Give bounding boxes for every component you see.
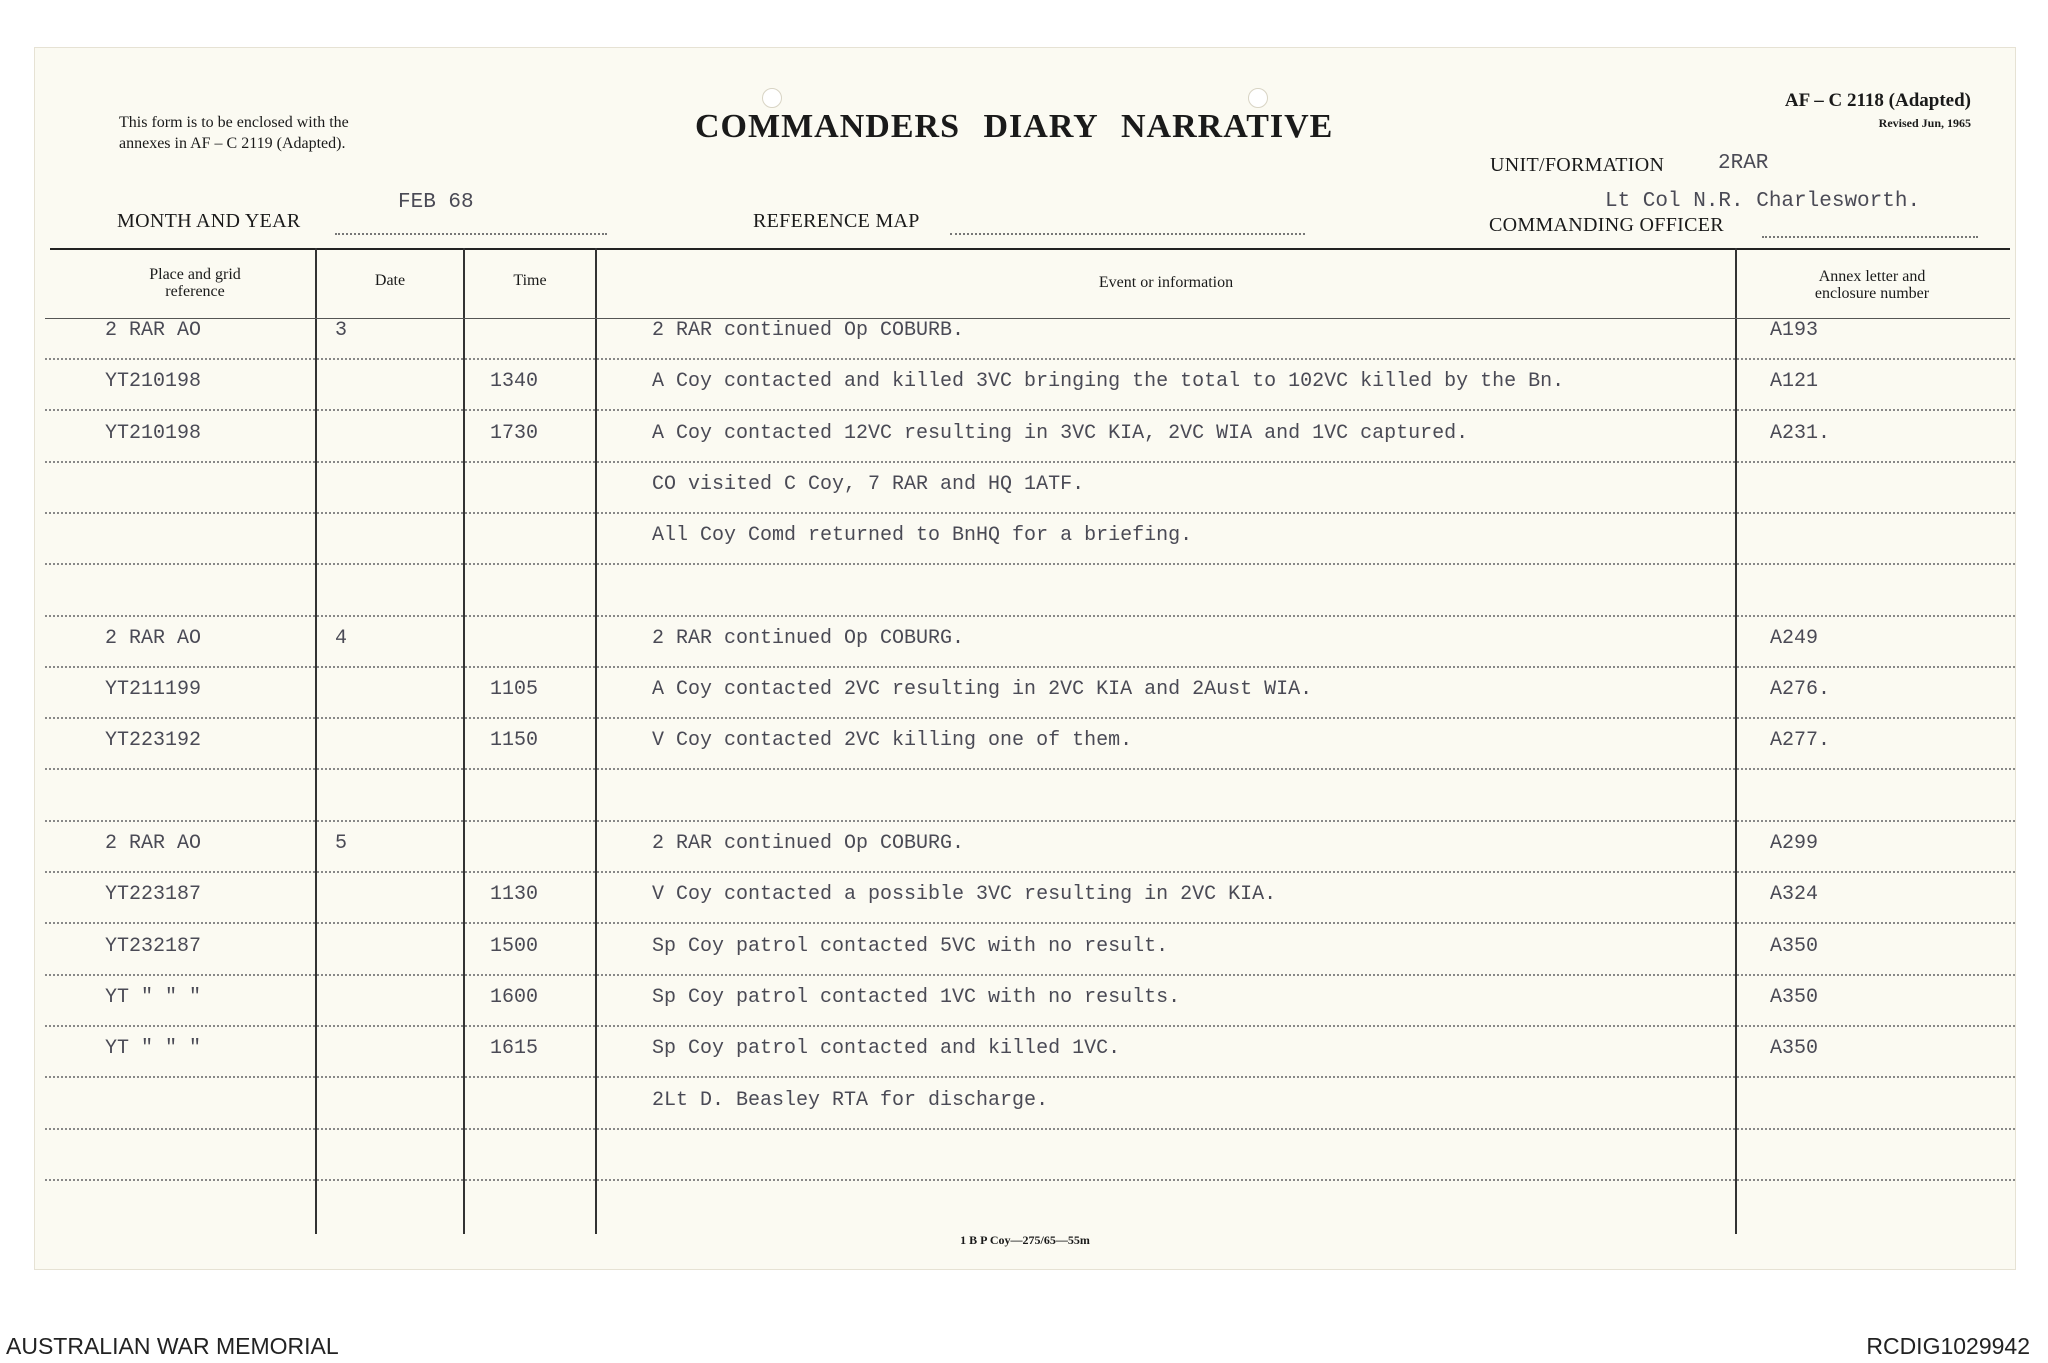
row-rule	[45, 922, 2015, 924]
unit-label: UNIT/FORMATION	[1490, 154, 1665, 176]
punch-hole-left	[762, 88, 782, 108]
cell-time: 1500	[490, 934, 539, 958]
cell-place: 2 RAR AO	[105, 832, 202, 855]
cell-place: YT211199	[105, 678, 202, 702]
cell-annex: A324	[1770, 883, 1819, 907]
month-year-label: MONTH AND YEAR	[117, 210, 301, 232]
row-rule	[45, 871, 2015, 873]
cell-annex: A299	[1770, 832, 1819, 855]
cell-annex: A193	[1770, 319, 1819, 342]
cell-time: 1600	[490, 985, 539, 1009]
cell-event: A Coy contacted 12VC resulting in 3VC KIA, 2VC WIA and 1VC captured.	[652, 421, 1469, 445]
co-label: COMMANDING OFFICER	[1489, 214, 1724, 236]
cell-place: YT223187	[105, 883, 202, 907]
cell-event: All Coy Comd returned to BnHQ for a briefing.	[652, 524, 1193, 548]
cell-event: 2 RAR continued Op COBURG.	[652, 626, 965, 650]
row-rule	[45, 717, 2015, 719]
cell-place: 2 RAR AO	[105, 319, 202, 342]
cell-place: 2 RAR AO	[105, 626, 202, 650]
header-date: Date	[374, 272, 406, 289]
cell-place: YT " " "	[105, 1037, 202, 1061]
cell-place: YT232187	[105, 934, 202, 958]
cell-event: 2Lt D. Beasley RTA for discharge.	[652, 1088, 1049, 1112]
cell-event: A Coy contacted and killed 3VC bringing the total to 102VC killed by the Bn.	[652, 370, 1565, 394]
cell-event: 2 RAR continued Op COBURB.	[652, 319, 965, 342]
col-divider-time	[463, 248, 465, 1234]
co-dots	[1762, 214, 1978, 238]
row-rule	[45, 1128, 2015, 1130]
table-top-rule	[50, 248, 2010, 250]
cell-event: V Coy contacted a possible 3VC resulting in 2VC KIA.	[652, 883, 1277, 907]
cell-annex: A276.	[1770, 678, 1831, 702]
header-time: Time	[513, 272, 547, 289]
cell-time: 1615	[490, 1037, 539, 1061]
cell-annex: A277.	[1770, 729, 1831, 753]
cell-event: Sp Coy patrol contacted 1VC with no results.	[652, 985, 1181, 1009]
revised-date: Revised Jun, 1965	[1878, 116, 1971, 130]
row-rule	[45, 461, 2015, 463]
cell-event: 2 RAR continued Op COBURG.	[652, 832, 965, 855]
cell-time: 1150	[490, 729, 539, 753]
col-divider-event	[595, 248, 597, 1234]
row-rule	[45, 512, 2015, 514]
form-number: AF – C 2118 (Adapted)	[1784, 90, 1971, 111]
col-divider-date	[315, 248, 317, 1234]
reference-map-label: REFERENCE MAP	[753, 210, 920, 232]
cell-date: 4	[335, 626, 348, 650]
cell-annex: A350	[1770, 934, 1819, 958]
unit-value: 2RAR	[1718, 152, 1769, 175]
cell-date: 5	[335, 832, 348, 855]
punch-hole-right	[1248, 88, 1268, 108]
col-divider-annex	[1735, 248, 1737, 1234]
cell-place: YT223192	[105, 729, 202, 753]
cell-place: YT " " "	[105, 985, 202, 1009]
co-value: Lt Col N.R. Charlesworth.	[1605, 190, 1921, 213]
form-title: COMMANDERS DIARY NARRATIVE	[695, 108, 1334, 145]
cell-annex: A350	[1770, 985, 1819, 1009]
cell-event: V Coy contacted 2VC killing one of them.	[652, 729, 1133, 753]
cell-place: YT210198	[105, 370, 202, 394]
row-rule	[45, 666, 2015, 668]
enclosure-note: This form is to be enclosed with the annexes in AF – C 2119 (Adapted).	[119, 114, 349, 152]
row-rule	[45, 820, 2015, 822]
cell-event: A Coy contacted 2VC resulting in 2VC KIA and 2Aust WIA.	[652, 678, 1313, 702]
reference-map-dots	[950, 211, 1305, 235]
row-rule	[45, 563, 2015, 565]
cell-annex: A249	[1770, 626, 1819, 650]
row-rule	[45, 1025, 2015, 1027]
cell-annex: A350	[1770, 1037, 1819, 1061]
cell-event: Sp Coy patrol contacted and killed 1VC.	[652, 1037, 1121, 1061]
cell-time: 1130	[490, 883, 539, 907]
cell-event: Sp Coy patrol contacted 5VC with no result.	[652, 934, 1169, 958]
header-event: Event or information	[1098, 274, 1234, 291]
printer-mark: 1 B P Coy—275/65—55m	[960, 1233, 1090, 1247]
row-rule	[45, 768, 2015, 770]
archive-id: RCDIG1029942	[1866, 1333, 2030, 1359]
row-rule	[45, 358, 2015, 360]
row-rule	[45, 615, 2015, 617]
row-rule	[45, 974, 2015, 976]
cell-date: 3	[335, 319, 348, 342]
month-year-dots	[335, 211, 607, 235]
cell-time: 1340	[490, 370, 539, 394]
header-place: Place and grid reference	[149, 266, 241, 300]
header-annex: Annex letter and enclosure number	[1814, 268, 1930, 302]
row-rule	[45, 1179, 2015, 1181]
archive-name: AUSTRALIAN WAR MEMORIAL	[6, 1333, 339, 1359]
month-year-value: FEB 68	[398, 191, 474, 214]
cell-time: 1105	[490, 678, 539, 702]
row-rule	[45, 409, 2015, 411]
cell-place: YT210198	[105, 421, 202, 445]
cell-annex: A121	[1770, 370, 1819, 394]
cell-time: 1730	[490, 421, 539, 445]
cell-annex: A231.	[1770, 421, 1831, 445]
cell-event: CO visited C Coy, 7 RAR and HQ 1ATF.	[652, 472, 1085, 496]
diary-form-sheet	[34, 47, 2016, 1270]
row-rule	[45, 1076, 2015, 1078]
